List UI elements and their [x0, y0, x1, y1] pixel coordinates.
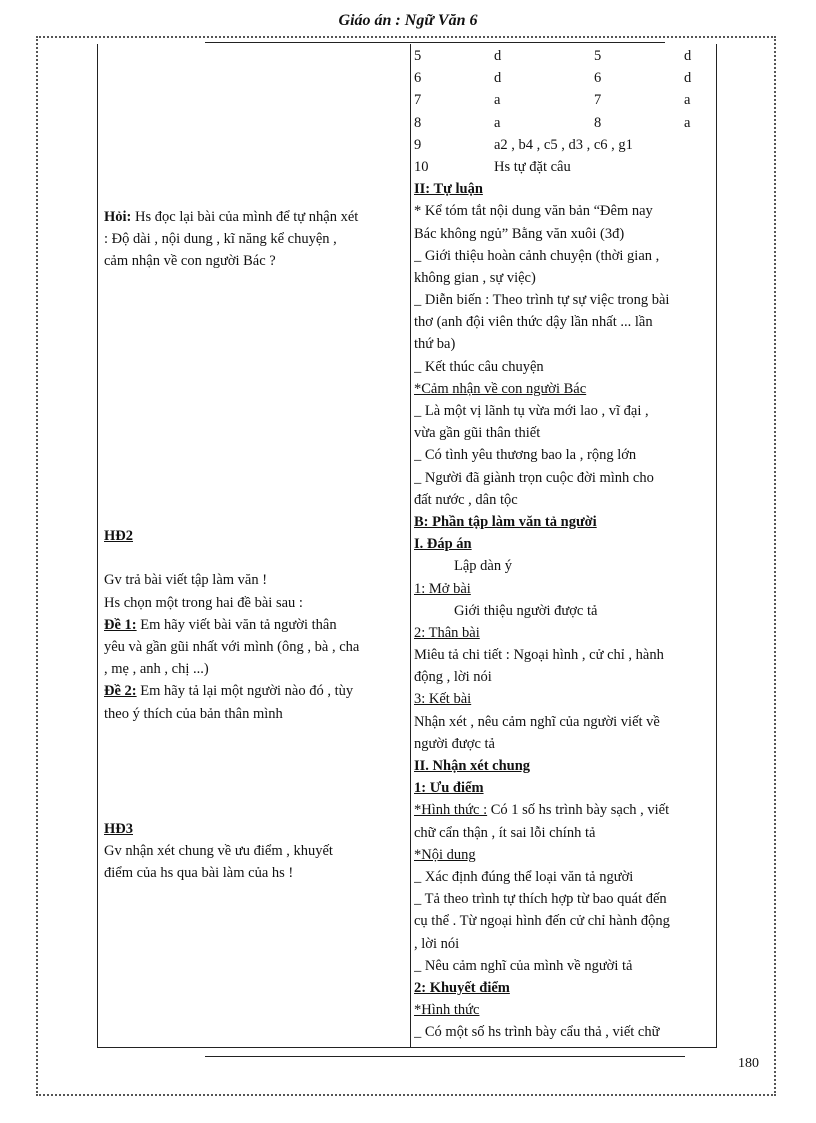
- answer-row: 9 a2 , b4 , c5 , d3 , c6 , g1: [414, 136, 633, 153]
- cam-nhan-heading: *Cảm nhận về con người Bác: [414, 380, 587, 397]
- header-rule: [205, 42, 665, 43]
- column-divider: [410, 44, 411, 1047]
- tu-luan-heading: II: Tự luận: [414, 181, 483, 198]
- dap-an-heading: I. Đáp án: [414, 536, 472, 553]
- mo-bai-heading: 1: Mở bài: [414, 580, 471, 597]
- answer-row: 5 d 5 d: [414, 48, 692, 64]
- hinh-thuc-2-heading: *Hình thức: [414, 1002, 480, 1019]
- de1: Đề 1: Em hãy viết bài văn tả người thân: [104, 616, 337, 633]
- answer-row: 6 d 6 d: [414, 70, 692, 87]
- khuyet-diem-heading: 2: Khuyết điểm: [414, 979, 510, 996]
- hd2-heading: HĐ2: [104, 528, 133, 544]
- question-block: Hỏi: Hs đọc lại bài của mình để tự nhận xét : Độ dài , nội dung , kĩ năng kể chuyện , cảm nhận về con người Bác ?: [104, 209, 359, 270]
- hd2-block: HĐ2 Gv trả bài viết tập làm văn ! Hs chọn một trong hai đề bài sau : Đề 1: Em hãy viết bài văn tả người thân yêu và gần gũi nhất với mình (ông , bà , cha , mẹ , anh , chị ...) Đề 2: Em hãy tả lại một người nào đó , tùy theo ý thích của bản thân mình: [104, 525, 404, 725]
- than-bai-heading: 2: Thân bài: [414, 624, 480, 641]
- hd3-heading: HĐ3: [104, 821, 133, 837]
- answer-column: 5 d 5 d 6 d 6 d 7 a 7 a 8 a 8 a 9 a2 , b4 , c5 , d3 , c6 , g1 10 Hs tự đặt câu II: Tự luận * Kể tóm tắt nội dung văn bản “Đêm nay Bác không ngủ” Bằng văn xuôi (3đ) _ Giới thiệu hoàn cảnh chuyện (thời gian , không gian , sự việc) _ Diễn biến : Theo trình tự sự việc trong bài thơ (anh đội viên thức dậy lần nhất ... lần thứ ba) _ Kết thúc câu chuyện *Cảm nhận về con người Bác _ Là một vị lãnh tụ vừa mới lao , vĩ đại , vừa gần gũi thân thiết _ Có tình yêu thương bao la , rộng lớn _ Người đã giành trọn cuộc đời mình cho đất nước , dân tộc B: Phần tập làm văn tả người I. Đáp án Lập dàn ý 1: Mở bài Giới thiệu người được tả 2: Thân bài Miêu tả chi tiết : Ngoại hình , cử chỉ , hành động , lời nói 3: Kết bài Nhận xét , nêu cảm nghĩ của người viết về người được tả II. Nhận xét chung 1: Ưu điểm *Hình thức : Có 1 số hs trình bày sạch , viết chữ cẩn thận , ít sai lỗi chính tả *Nội dung _ Xác định đúng thể loại văn tả người _ Tả theo trình tự thích hợp từ bao quát đến cụ thể . Từ ngoại hình đến cử chỉ hành động , lời nói _ Nêu cảm nghĩ của mình về người tả 2: Khuyết điểm *Hình thức _ Có một số hs trình bày cẩu thả , viết chữ: [414, 45, 714, 1043]
- page-header: Giáo án : Ngữ Văn 6: [338, 12, 478, 29]
- ket-bai-heading: 3: Kết bài: [414, 691, 472, 708]
- answer-row: 7 a 7 a: [414, 92, 691, 109]
- noi-dung-heading: *Nội dung: [414, 846, 476, 863]
- hoi-label: Hỏi:: [104, 209, 132, 225]
- uu-diem-heading: 1: Ưu điểm: [414, 780, 484, 797]
- answer-row: 10 Hs tự đặt câu: [414, 158, 571, 175]
- answer-row: 8 a 8 a: [414, 114, 691, 131]
- lesson-table: [97, 44, 717, 1048]
- nhan-xet-heading: II. Nhận xét chung: [414, 758, 531, 774]
- footer-rule: [205, 1056, 685, 1057]
- hd3-block: HĐ3 Gv nhận xét chung về ưu điểm , khuyết điểm của hs qua bài làm của hs !: [104, 818, 404, 885]
- phan-b-heading: B: Phần tập làm văn tả người: [414, 513, 597, 530]
- de2: Đề 2: Em hãy tả lại một người nào đó , tùy: [104, 683, 354, 700]
- page-number: 180: [738, 1056, 759, 1071]
